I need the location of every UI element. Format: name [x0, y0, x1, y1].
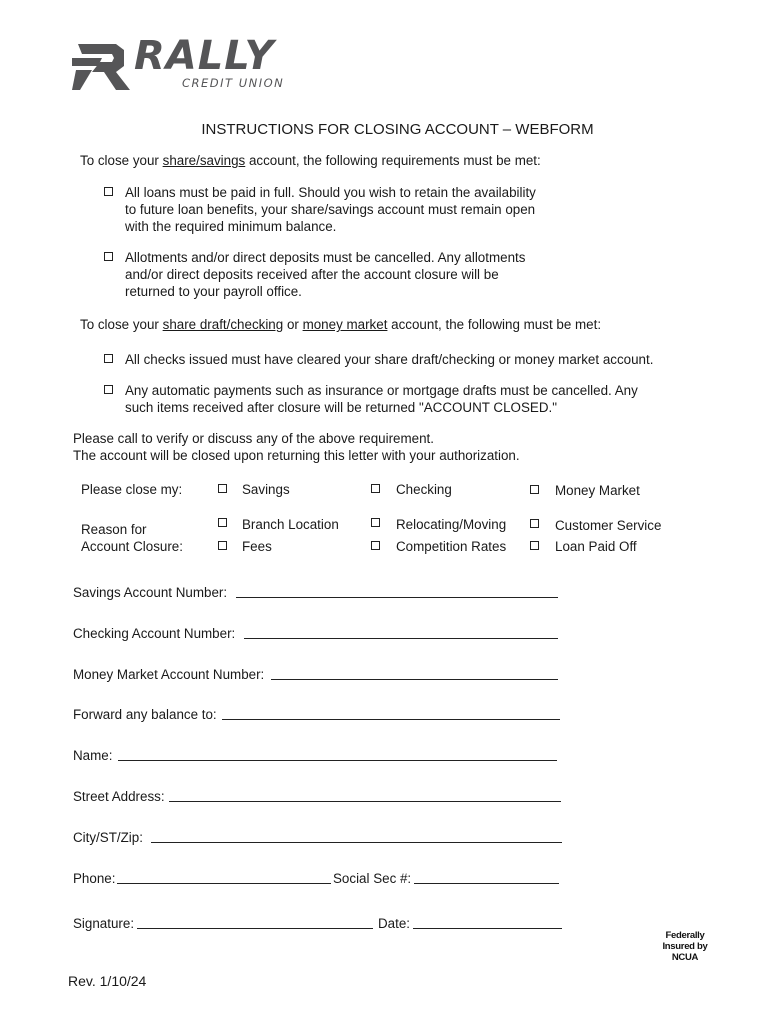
money-market-text: money market: [302, 317, 388, 332]
street-address-label: Street Address:: [73, 789, 165, 804]
phone-label: Phone:: [73, 871, 116, 886]
money-market-option-label: Money Market: [555, 483, 640, 498]
requirement-item: Allotments and/or direct deposits must be cancelled. Any allotments and/or direct deposits received after the account closure will be returned to your payroll office.: [125, 250, 526, 299]
customer-service-checkbox[interactable]: [530, 519, 539, 528]
relocating-moving-label: Relocating/Moving: [396, 517, 507, 532]
competition-rates-checkbox[interactable]: [371, 541, 380, 550]
name-field[interactable]: [118, 760, 557, 761]
branch-location-checkbox[interactable]: [218, 518, 227, 527]
name-label: Name:: [73, 748, 113, 763]
loan-paid-off-checkbox[interactable]: [530, 541, 539, 550]
competition-rates-label: Competition Rates: [396, 539, 507, 554]
checking-account-number-label: Checking Account Number:: [73, 626, 236, 641]
fees-label: Fees: [242, 539, 272, 554]
logo-name: RALLY: [134, 33, 275, 79]
city-st-zip-label: City/ST/Zip:: [73, 830, 143, 845]
share-draft-checking-text: share draft/checking: [162, 317, 284, 332]
checking-account-number-field[interactable]: [244, 638, 558, 639]
date-field[interactable]: [413, 928, 562, 929]
money-market-checkbox[interactable]: [530, 485, 539, 494]
checking-checkbox[interactable]: [371, 484, 380, 493]
branch-location-label: Branch Location: [242, 517, 339, 532]
loan-paid-off-label: Loan Paid Off: [555, 539, 637, 554]
notice-text: Please call to verify or discuss any of the above requirement. The account will be closed upon returning this letter with your authorization.: [73, 431, 520, 463]
page-title: INSTRUCTIONS FOR CLOSING ACCOUNT – WEBFORM: [201, 121, 594, 138]
requirement-item: Any automatic payments such as insurance or mortgage drafts must be cancelled. Any such items received after closure will be returned "ACCOUNT CLOSED.": [125, 383, 638, 415]
requirement-item: All loans must be paid in full. Should you wish to retain the availability to future loan benefits, your share/savings account must remain open with the required minimum balance.: [125, 185, 536, 234]
savings-account-number-label: Savings Account Number:: [73, 585, 228, 600]
ncua-badge: Federally Insured by NCUA: [662, 930, 708, 963]
money-market-account-number-field[interactable]: [271, 679, 558, 680]
signature-label: Signature:: [73, 916, 135, 931]
revision-label: Rev. 1/10/24: [68, 973, 147, 989]
forward-balance-label: Forward any balance to:: [73, 707, 217, 722]
savings-option-label: Savings: [242, 482, 290, 497]
street-address-field[interactable]: [169, 801, 561, 802]
city-st-zip-field[interactable]: [151, 842, 562, 843]
social-sec-field[interactable]: [414, 883, 559, 884]
signature-field[interactable]: [137, 928, 373, 929]
date-label: Date:: [378, 916, 411, 931]
section2-intro: To close your share draft/checking or money market account, the following must be met:: [80, 317, 602, 332]
requirement-checkbox[interactable]: [104, 354, 113, 363]
requirement-checkbox[interactable]: [104, 187, 113, 196]
fees-checkbox[interactable]: [218, 541, 227, 550]
section1-intro: To close your share/savings account, the following requirements must be met:: [80, 153, 541, 168]
reason-label: Reason for Account Closure:: [81, 522, 183, 554]
close-options-label: Please close my:: [81, 482, 183, 497]
logo: [72, 33, 302, 93]
money-market-account-number-label: Money Market Account Number:: [73, 667, 265, 682]
checking-option-label: Checking: [396, 482, 452, 497]
requirement-checkbox[interactable]: [104, 252, 113, 261]
rally-logo-mark-icon: [72, 40, 132, 92]
social-sec-label: Social Sec #:: [333, 871, 412, 886]
requirement-checkbox[interactable]: [104, 385, 113, 394]
relocating-moving-checkbox[interactable]: [371, 518, 380, 527]
savings-checkbox[interactable]: [218, 484, 227, 493]
customer-service-label: Customer Service: [555, 518, 662, 533]
share-savings-text: share/savings: [162, 153, 246, 168]
logo-subtitle: CREDIT UNION: [182, 76, 285, 90]
savings-account-number-field[interactable]: [236, 597, 558, 598]
requirement-item: All checks issued must have cleared your share draft/checking or money market account.: [125, 352, 654, 367]
forward-balance-field[interactable]: [222, 719, 560, 720]
phone-field[interactable]: [117, 883, 331, 884]
